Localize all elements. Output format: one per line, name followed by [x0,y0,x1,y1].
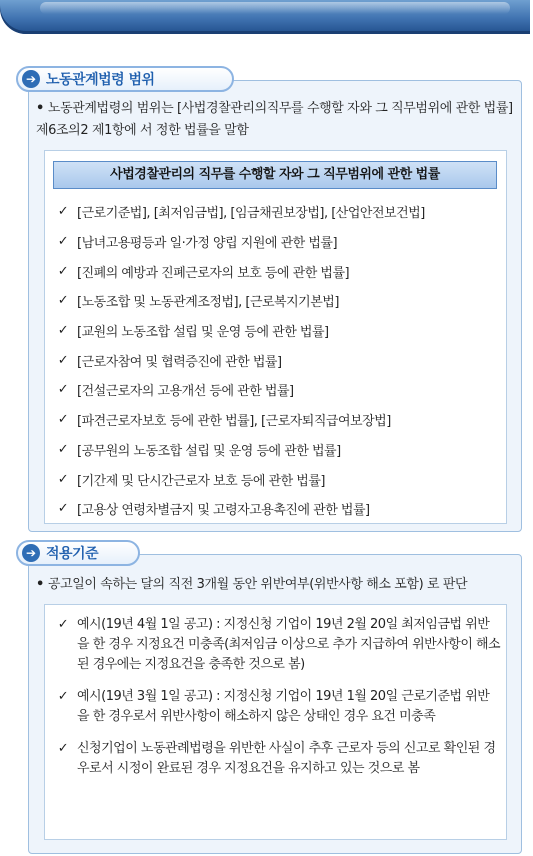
law-item [55,464,501,494]
example-text: 신청기업이 노동관례법령을 위반한 사실이 추후 근로자 등의 신고로 확인된 경우로서 시정이 완료된 경우 지정요건을 유지하고 있는 것으로 봄 [77,741,496,776]
example-item [55,739,501,779]
example-box [44,604,507,840]
description-text: 노동관계법령의 범위는 [사법경찰관리의직무를 수행할 자와 그 직무범위에 관한 법률] 제6조의2 제1항에 서 정한 법률을 말함 [36,101,513,138]
header-bar [0,0,530,34]
law-item-text: [진폐의 예방과 진폐근로자의 보호 등에 관한 법률] [77,265,350,281]
law-item-text: [교원의 노동조합 설립 및 운영 등에 관한 법률] [77,325,329,341]
law-item [55,227,501,257]
law-item [55,435,501,465]
law-item [55,256,501,286]
section-heading-law-scope [16,66,234,92]
law-list [55,197,501,524]
example-list [55,615,501,791]
description-text: 공고일이 속하는 달의 직전 3개월 동안 위반여부(위반사항 해소 포함) 로 판단 [47,577,468,592]
law-item-text: [기간제 및 단시간근로자 보호 등에 관한 법률] [77,473,325,489]
checkmark-icon: ✓ [57,204,69,220]
example-item [55,687,501,727]
checkmark-icon: ✓ [57,323,69,339]
checkmark-icon: ✓ [57,412,69,428]
law-list-box [44,150,507,524]
law-item [55,345,501,375]
checkmark-icon: ✓ [57,234,69,250]
law-box-title: 사법경찰관리의 직무를 수행할 자와 그 직무범위에 관한 법률 [53,161,497,189]
law-item [55,316,501,346]
law-item-text: [고용상 연령차별금지 및 고령자고용촉진에 관한 법률] [77,503,370,519]
checkmark-icon: ✓ [57,352,69,368]
checkmark-icon: ✓ [57,741,69,756]
checkmark-icon: ✓ [57,501,69,517]
law-item-text: [근로기준법], [최저임금법], [임금채권보장법], [산업안전보건법] [77,206,425,222]
checkmark-icon: ✓ [57,382,69,398]
bullet-icon: • [36,577,44,592]
section-title: 노동관계법령 범위 [46,72,155,88]
criteria-description [36,574,516,596]
section-title: 적용기준 [46,546,99,562]
arrow-right-icon: ➔ [22,544,40,562]
law-item-text: [남녀고용평등과 일·가정 양립 지원에 관한 법률] [77,236,338,252]
law-item [55,405,501,435]
law-item [55,286,501,316]
law-item [55,197,501,227]
checkmark-icon: ✓ [57,293,69,309]
law-item-text: [공무원의 노동조합 설립 및 운영 등에 관한 법률] [77,443,341,459]
law-item [55,494,501,524]
example-text: 예시(19년 4월 1일 공고) : 지정신청 기업이 19년 2월 20일 최저임금법 위반을 한 경우 지정요건 미충족(최저임금 이상으로 추가 지급하여 위반사항이 해소된 경우에는 지정요건을 충족한 것으로 봄) [77,617,501,672]
checkmark-icon: ✓ [57,689,69,704]
checkmark-icon: ✓ [57,263,69,279]
law-item [55,375,501,405]
checkmark-icon: ✓ [57,471,69,487]
checkmark-icon: ✓ [57,617,69,632]
law-item-text: [파견근로자보호 등에 관한 법률], [근로자퇴직급여보장법] [77,414,391,430]
section-heading-criteria [16,540,140,566]
law-item-text: [노동조합 및 노동관계조정법], [근로복지기본법] [77,295,339,311]
header-shine [40,2,510,14]
bullet-icon: • [36,101,44,116]
law-item-text: [근로자참여 및 협력증진에 관한 법률] [77,354,282,370]
law-scope-description [36,98,516,142]
arrow-right-icon: ➔ [22,70,40,88]
example-text: 예시(19년 3월 1일 공고) : 지정신청 기업이 19년 1월 20일 근로기준법 위반을 한 경우로서 위반사항이 해소하지 않은 상태인 경우 요건 미충족 [77,689,490,724]
example-item [55,615,501,675]
law-item-text: [건설근로자의 고용개선 등에 관한 법률] [77,384,294,400]
checkmark-icon: ✓ [57,441,69,457]
